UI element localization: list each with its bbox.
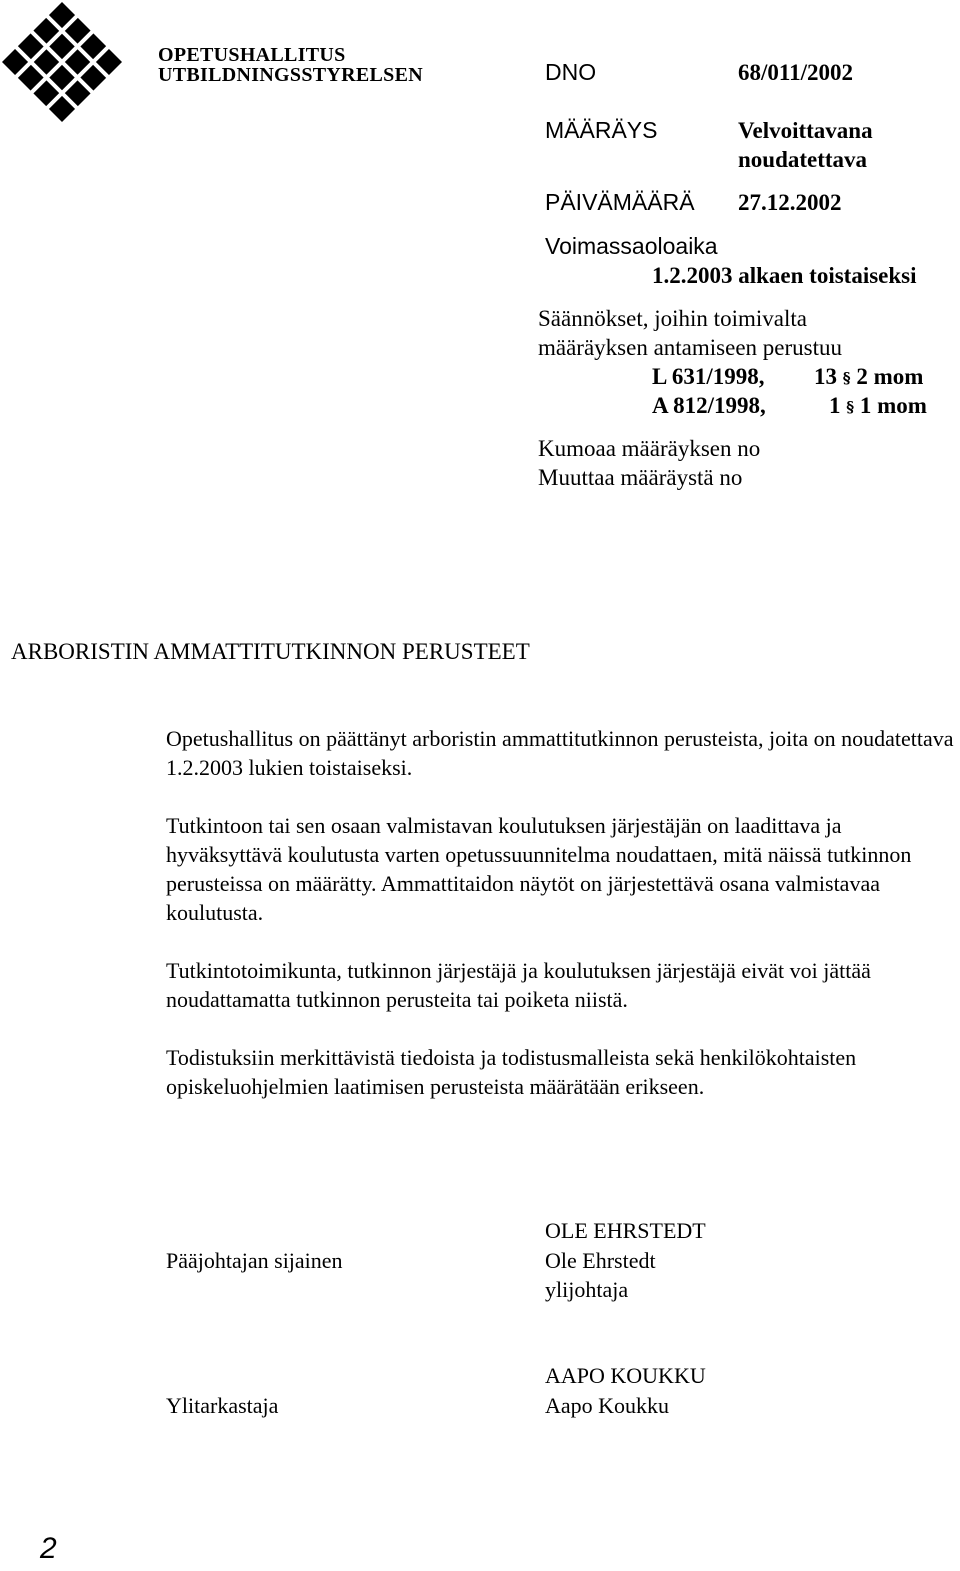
amends-label: Muuttaa määräystä no: [538, 465, 743, 490]
validity-value: 1.2.2003 alkaen toistaiseksi: [652, 263, 917, 288]
signature-name-2: Aapo Koukku: [545, 1393, 670, 1418]
repeals-label: Kumoaa määräyksen no: [538, 436, 761, 461]
paragraph-2: Tutkintoon tai sen osaan valmistavan koulutuksen järjestäjän on laadittava ja hyväksyttävä koulutusta varten opetussuunnitelma noudattaen, mitä näissä tutkinnon perusteissa on määrätty. Ammattitaidon näytöt on järjestettävä osana valmistavaa koulutusta.: [166, 813, 912, 925]
paragraph-3: Tutkintotoimikunta, tutkinnon järjestäjä ja koulutuksen järjestäjä eivät voi jättää noudattamatta tutkinnon perusteita tai poiketa niistä.: [166, 958, 871, 1012]
document-title: ARBORISTIN AMMATTITUTKINNON PERUSTEET: [11, 639, 530, 664]
section-sign-icon: §: [842, 369, 851, 387]
page-number: 2: [40, 1532, 57, 1565]
paragraph-4: Todistuksiin merkittävistä tiedoista ja todistusmalleista sekä henkilökohtaisten opiskeluohjelmien laatimisen perusteista määrätään erikseen.: [166, 1045, 857, 1099]
org-name-sv: UTBILDNINGSSTYRELSEN: [158, 64, 423, 86]
authority-label-line2: määräyksen antamiseen perustuu: [538, 335, 842, 360]
law-num-2: 1: [829, 393, 841, 418]
law-section-1: [814, 362, 923, 393]
law-ref-1: L 631/1998,: [652, 364, 765, 389]
law-num-1: 13: [814, 364, 837, 389]
law-ref-2: A 812/1998,: [652, 393, 766, 418]
type-value-line2: noudatettava: [738, 147, 868, 172]
dno-value: 68/011/2002: [738, 60, 854, 85]
dno-label: DNO: [545, 59, 597, 85]
signature-title-1: ylijohtaja: [545, 1277, 629, 1302]
date-label: PÄIVÄMÄÄRÄ: [545, 189, 695, 215]
law-mom-2: 1 mom: [859, 393, 927, 418]
type-value-line1: Velvoittavana: [738, 118, 873, 143]
org-name-fi: OPETUSHALLITUS: [158, 44, 346, 66]
validity-label: Voimassaoloaika: [545, 233, 718, 259]
paragraph-1: Opetushallitus on päättänyt arboristin ammattitutkinnon perusteista, joita on noudatettava 1.2.2003 lukien toistaiseksi.: [166, 726, 954, 780]
signature-name-caps-2: AAPO KOUKKU: [545, 1363, 706, 1388]
type-label: MÄÄRÄYS: [545, 117, 658, 143]
signature-name-1: Ole Ehrstedt: [545, 1248, 656, 1273]
signature-role-2: Ylitarkastaja: [166, 1393, 279, 1418]
date-value: 27.12.2002: [738, 190, 842, 215]
section-sign-icon: §: [846, 398, 855, 416]
law-section-2: [829, 391, 927, 422]
signature-role-1: Pääjohtajan sijainen: [166, 1248, 343, 1273]
signature-name-caps-1: OLE EHRSTEDT: [545, 1218, 706, 1243]
law-mom-1: 2 mom: [856, 364, 924, 389]
diamond-grid-logo-icon: [0, 0, 126, 124]
authority-label-line1: Säännökset, joihin toimivalta: [538, 306, 807, 331]
